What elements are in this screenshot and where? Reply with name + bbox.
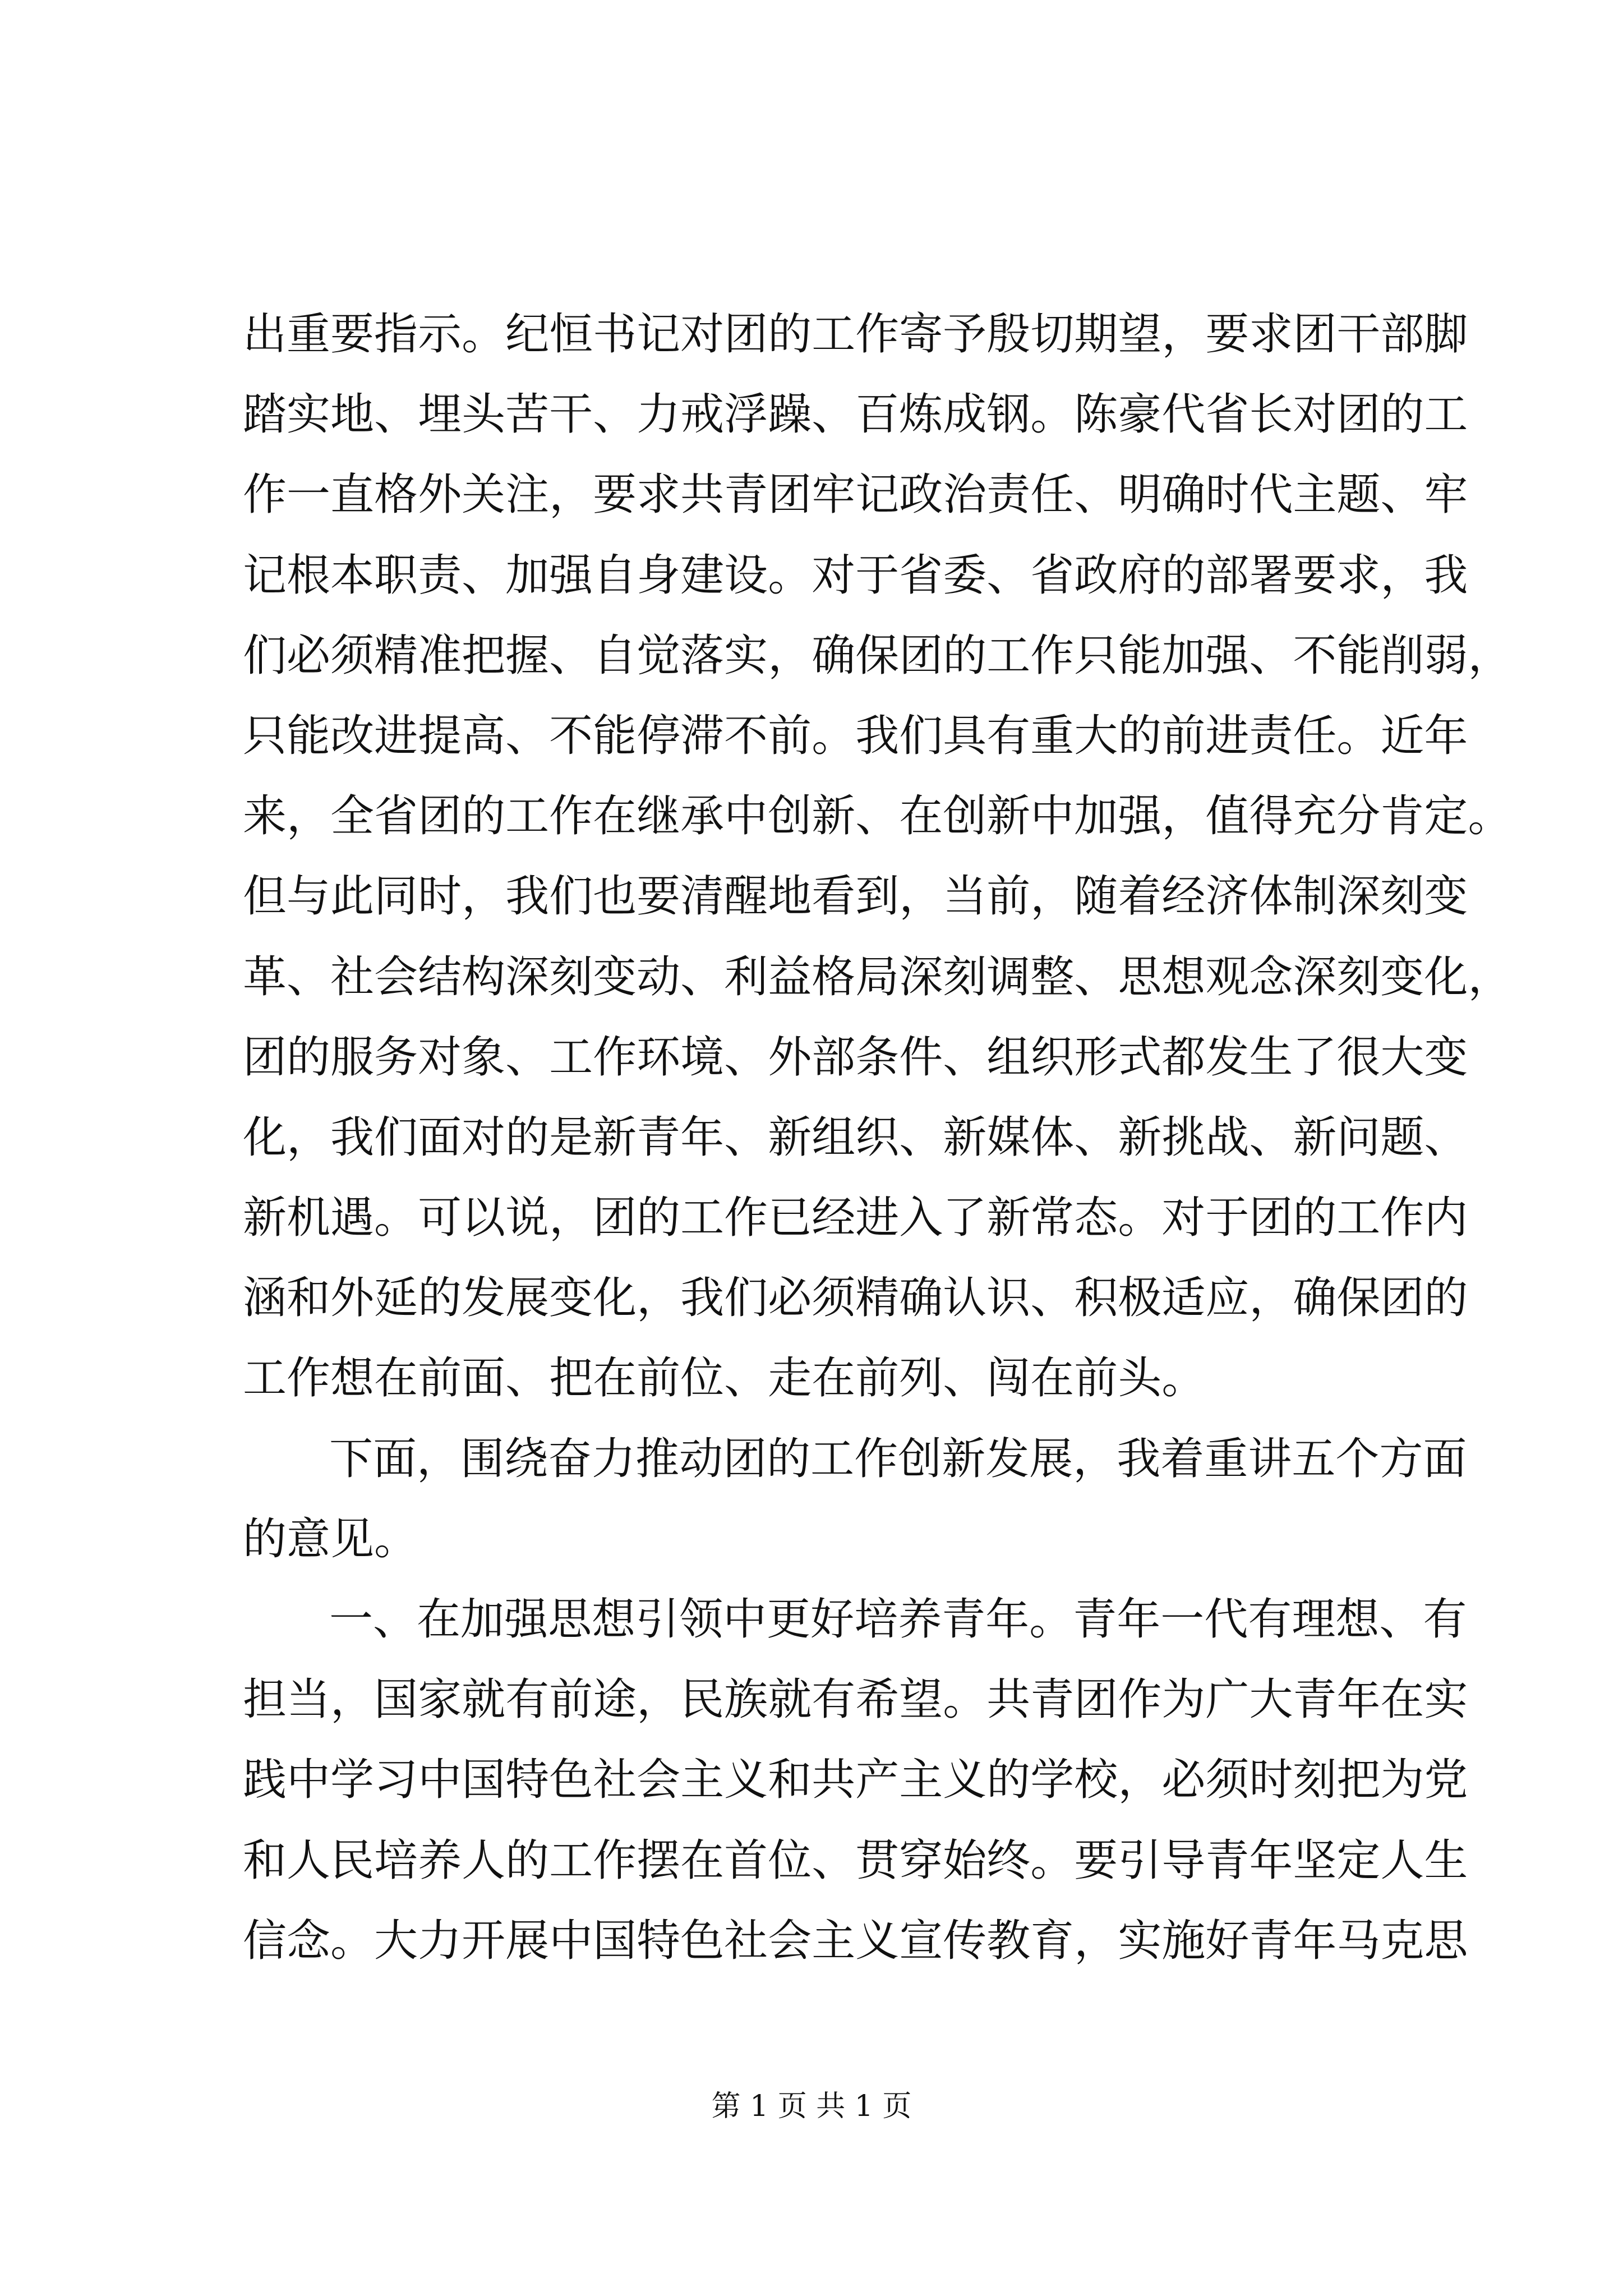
text-line: 新 机 遇 。 可 以 说 ， 团 的 工 作 已 经 进 入 了 新 常 态 。 对 于 团 的 工 作 内 <box>243 1193 1468 1244</box>
text-line: 涵 和 外 延 的 发 展 变 化 ， 我 们 必 须 精 确 认 识 、 积 极 适 应 ， 确 保 团 的 <box>243 1273 1468 1324</box>
page-footer: 第 1 页 共 1 页 <box>711 2090 912 2123</box>
text-line: 来 ， 全 省 团 的 工 作 在 继 承 中 创 新 、 在 创 新 中 加 强 ， 值 得 充 分 肯 定 。 <box>243 791 1512 842</box>
text-line: 团 的 服 务 对 象 、 工 作 环 境 、 外 部 条 件 、 组 织 形 式 都 发 生 了 很 大 变 <box>243 1032 1468 1083</box>
text-line: 只 能 改 进 提 高 、 不 能 停 滞 不 前 。 我 们 具 有 重 大 的 前 进 责 任 。 近 年 <box>243 710 1468 761</box>
text-line: 践 中 学 习 中 国 特 色 社 会 主 义 和 共 产 主 义 的 学 校 ， 必 须 时 刻 把 为 党 <box>243 1755 1468 1806</box>
text-line: 们 必 须 精 准 把 握 、 自 觉 落 实 ， 确 保 团 的 工 作 只 能 加 强 、 不 能 削 弱 ， <box>243 630 1512 681</box>
text-line: 的 意 见 。 <box>243 1513 418 1565</box>
text-line: 记 根 本 职 责 、 加 强 自 身 建 设 。 对 于 省 委 、 省 政 府 的 部 署 要 求 ， 我 <box>243 550 1468 601</box>
text-line: 踏 实 地 、 埋 头 苦 干 、 力 戒 浮 躁 、 百 炼 成 钢 。 陈 豪 代 省 长 对 团 的 工 <box>243 389 1468 440</box>
document-body <box>243 295 1512 1981</box>
text-line: 一 、 在 加 强 思 想 引 领 中 更 好 培 养 青 年 。 青 年 一 代 有 理 想 、 有 <box>329 1594 1467 1645</box>
text-line: 和 人 民 培 养 人 的 工 作 摆 在 首 位 、 贯 穿 始 终 。 要 引 导 青 年 坚 定 人 生 <box>243 1835 1468 1886</box>
text-line: 工 作 想 在 前 面 、 把 在 前 位 、 走 在 前 列 、 闯 在 前 头 。 <box>243 1353 1206 1404</box>
text-line: 作 一 直 格 外 关 注 ， 要 求 共 青 团 牢 记 政 治 责 任 、 明 确 时 代 主 题 、 牢 <box>243 470 1468 521</box>
text-line: 化 ， 我 们 面 对 的 是 新 青 年 、 新 组 织 、 新 媒 体 、 新 挑 战 、 新 问 题 、 <box>243 1112 1468 1163</box>
text-line: 信 念 。 大 力 开 展 中 国 特 色 社 会 主 义 宣 传 教 育 ， 实 施 好 青 年 马 克 思 <box>243 1915 1468 1966</box>
text-line: 出 重 要 指 示 。 纪 恒 书 记 对 团 的 工 作 寄 予 殷 切 期 望 ， 要 求 团 干 部 脚 <box>243 309 1468 360</box>
text-line: 担 当 ， 国 家 就 有 前 途 ， 民 族 就 有 希 望 。 共 青 团 作 为 广 大 青 年 在 实 <box>243 1674 1468 1726</box>
text-line: 革 、 社 会 结 构 深 刻 变 动 、 利 益 格 局 深 刻 调 整 、 思 想 观 念 深 刻 变 化 ， <box>243 951 1512 1002</box>
text-line: 下 面 ， 围 绕 奋 力 推 动 团 的 工 作 创 新 发 展 ， 我 着 重 讲 五 个 方 面 <box>329 1433 1467 1484</box>
text-line: 但 与 此 同 时 ， 我 们 也 要 清 醒 地 看 到 ， 当 前 ， 随 着 经 济 体 制 深 刻 变 <box>243 871 1468 922</box>
